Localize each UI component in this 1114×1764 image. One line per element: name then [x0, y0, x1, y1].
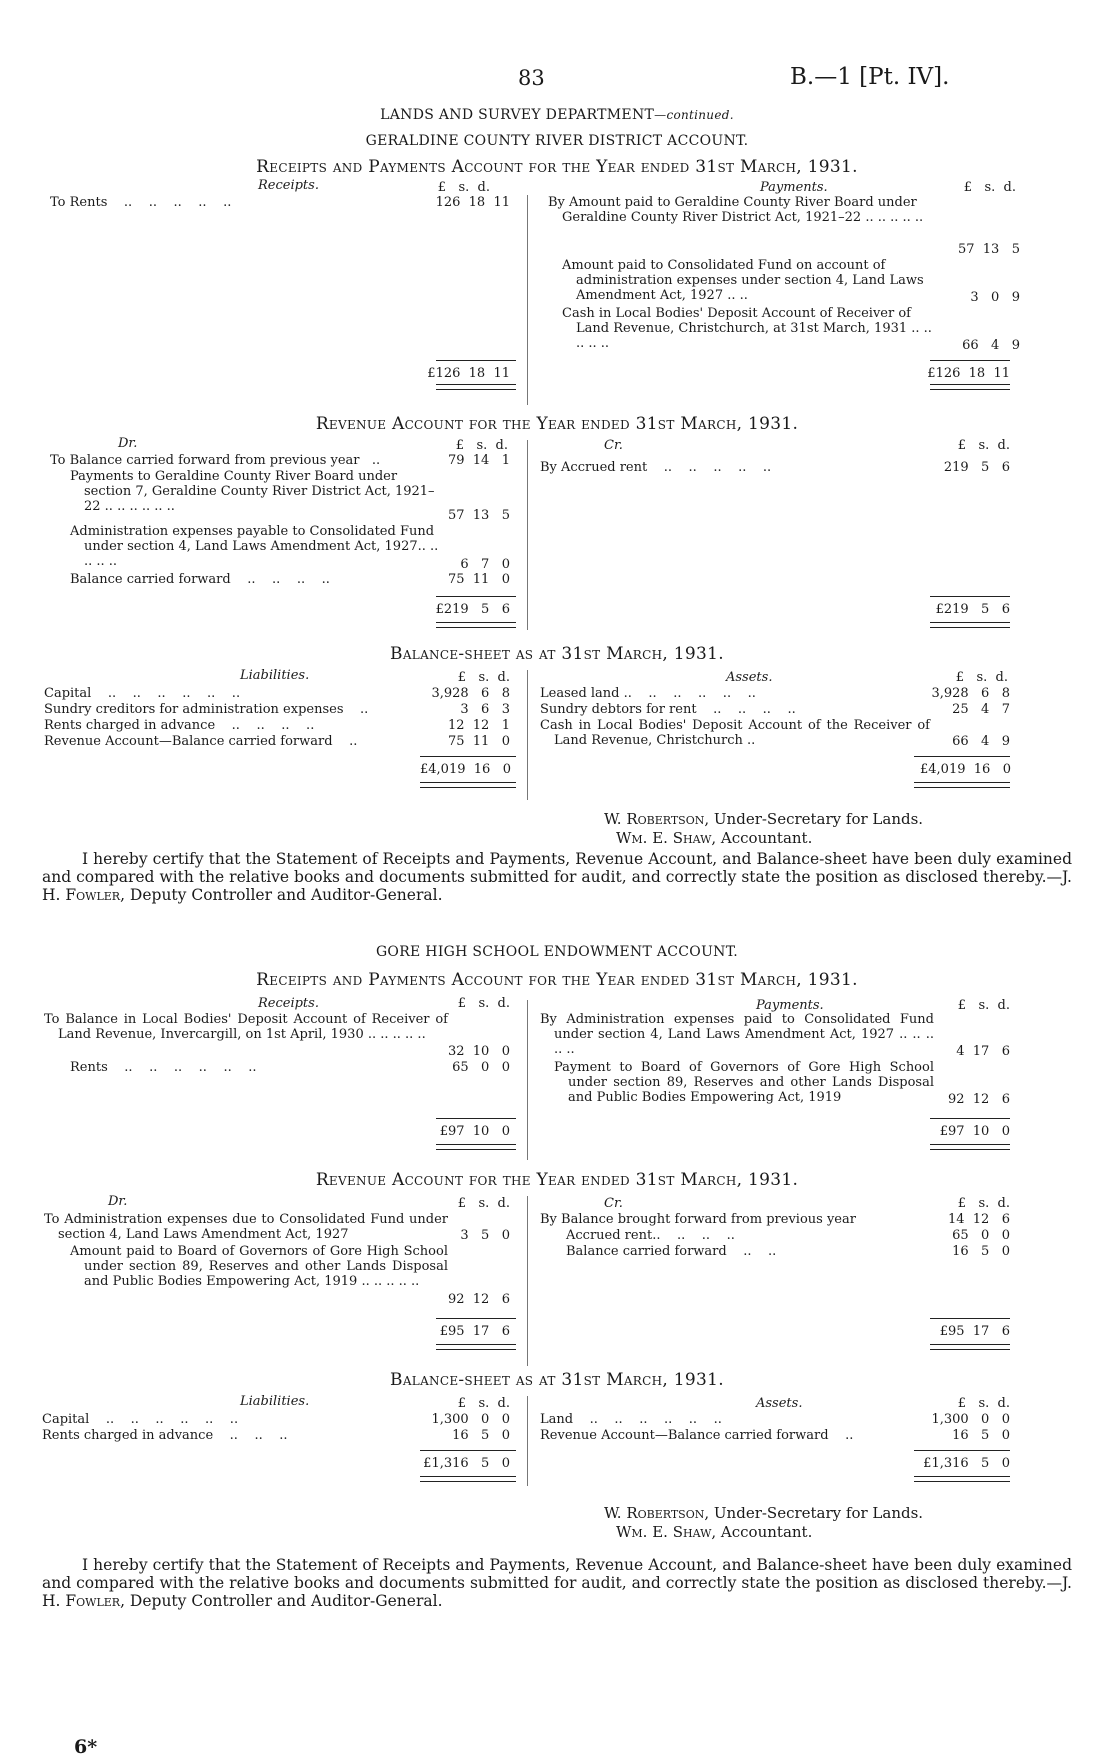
gore-receipt-amount: 32 10 0 [447, 1044, 510, 1059]
geraldine-assets-lsd: £ s. d. [955, 670, 1008, 685]
geraldine-dr-amount: 6 7 0 [460, 557, 510, 572]
gore-rev-total-right: £95 17 6 [939, 1324, 1010, 1339]
geraldine-account-title: GERALDINE COUNTY RIVER DISTRICT ACCOUNT. [365, 133, 749, 149]
geraldine-liab-row: Revenue Account—Balance carried forward .. [44, 734, 358, 749]
geraldine-payment-amount: 66 4 9 [962, 338, 1020, 353]
gore-cr-amount: 14 12 6 [947, 1212, 1010, 1227]
geraldine-bs-title: Balance-sheet as at 31st March, 1931. [390, 644, 724, 664]
geraldine-liab-amount: 75 11 0 [447, 734, 510, 749]
gore-rp-total-right: £97 10 0 [939, 1124, 1010, 1139]
geraldine-asset-row: Leased land .. .. .. .. .. .. [540, 686, 756, 701]
geraldine-signature: W. Robertson, Under-Secretary for Lands. Wm. E. Shaw, Accountant. [604, 810, 924, 847]
gore-liab-row: Rents charged in advance .. .. .. [42, 1428, 288, 1443]
geraldine-rp-total-right: £126 18 11 [927, 366, 1010, 381]
gore-revenue-title: Revenue Account for the Year ended 31st March, 1931. [315, 1170, 799, 1190]
geraldine-revenue-title: Revenue Account for the Year ended 31st March, 1931. [315, 414, 799, 434]
gore-payment-row: Payment to Board of Governors of Gore High School under section 89, Reserves and other Lands Disposal and Public Bodies Empowering Act, 1919 [554, 1060, 934, 1106]
geraldine-liab-label: Liabilities. [240, 668, 310, 683]
gore-certification: I hereby certify that the Statement of Receipts and Payments, Revenue Account, and Balance-sheet have been duly examined and compared with the relative books and documents submitted for audit, and correctly state the position as disclosed thereby.—J. H. Fowler, Deputy Controller and Auditor-General. [42, 1556, 1072, 1610]
gore-cr-label: Cr. [604, 1196, 623, 1211]
geraldine-asset-row: Cash in Local Bodies' Deposit Account of the Receiver of Land Revenue, Christchurch .. [540, 718, 930, 749]
geraldine-payments-label: Payments. [760, 180, 828, 195]
geraldine-liab-row: Capital .. .. .. .. .. .. [44, 686, 241, 701]
gore-rp-total-left: £97 10 0 [439, 1124, 510, 1139]
geraldine-dr-amount: 57 13 5 [447, 508, 510, 523]
signature-mark: 6* [74, 1736, 98, 1758]
geraldine-payments-lsd: £ s. d. [963, 180, 1016, 195]
geraldine-liab-row: Rents charged in advance .. .. .. .. [44, 718, 315, 733]
geraldine-cr-label: Cr. [604, 438, 623, 453]
geraldine-payment-amount: 57 13 5 [957, 242, 1020, 257]
geraldine-asset-amount: 3,928 6 8 [931, 686, 1010, 701]
geraldine-dr-amount: 75 11 0 [447, 572, 510, 587]
gore-asset-row: Land .. .. .. .. .. .. [540, 1412, 722, 1427]
gore-dr-label: Dr. [108, 1194, 128, 1209]
geraldine-assets-label: Assets. [726, 670, 773, 685]
geraldine-liab-row: Sundry creditors for administration expenses .. [44, 702, 369, 717]
gore-cr-lsd: £ s. d. [957, 1196, 1010, 1211]
geraldine-asset-row: Sundry debtors for rent .. .. .. .. [540, 702, 796, 717]
gore-receipt-amount: 65 0 0 [452, 1060, 510, 1075]
document-reference: B.—1 [Pt. IV]. [790, 64, 950, 90]
department-heading: LANDS AND SURVEY DEPARTMENT—continued. [380, 107, 734, 123]
gore-dr-amount: 92 12 6 [447, 1292, 510, 1307]
geraldine-dr-amount: 79 14 1 [447, 453, 510, 468]
geraldine-cr-lsd: £ s. d. [957, 438, 1010, 453]
geraldine-asset-amount: 25 4 7 [952, 702, 1010, 717]
gore-asset-amount: 1,300 0 0 [931, 1412, 1010, 1427]
geraldine-liab-amount: 3,928 6 8 [431, 686, 510, 701]
gore-cr-amount: 65 0 0 [952, 1228, 1010, 1243]
geraldine-liab-lsd: £ s. d. [457, 670, 510, 685]
gore-asset-amount: 16 5 0 [952, 1428, 1010, 1443]
gore-liab-row: Capital .. .. .. .. .. .. [42, 1412, 239, 1427]
gore-dr-amount: 3 5 0 [460, 1228, 510, 1243]
geraldine-asset-amount: 66 4 9 [952, 734, 1010, 749]
geraldine-dr-row: Balance carried forward .. .. .. .. [70, 572, 330, 587]
gore-cr-row: Balance carried forward .. .. [566, 1244, 777, 1259]
geraldine-dr-row: To Balance carried forward from previous year .. [50, 453, 381, 468]
gore-liab-label: Liabilities. [240, 1394, 310, 1409]
geraldine-receipts-label: Receipts. [258, 178, 319, 193]
gore-bs-total-left: £1,316 5 0 [423, 1456, 510, 1471]
gore-liab-lsd: £ s. d. [457, 1396, 510, 1411]
geraldine-dr-row: Administration expenses payable to Consolidated Fund under section 4, Land Laws Amendment Act, 1927.. .. .. .. .. [70, 524, 439, 570]
page-number: 83 [518, 66, 545, 90]
gore-signature: W. Robertson, Under-Secretary for Lands. Wm. E. Shaw, Accountant. [604, 1504, 924, 1541]
geraldine-receipt-row: To Rents .. .. .. .. .. [50, 195, 232, 210]
geraldine-payment-row: By Amount paid to Geraldine County River Board under Geraldine County River District Act, 1921–22 .. .. .. .. .. [548, 195, 924, 226]
gore-payment-amount: 4 17 6 [956, 1044, 1010, 1059]
geraldine-bs-total-left: £4,019 16 0 [420, 762, 511, 777]
geraldine-dr-row: Payments to Geraldine County River Board under section 7, Geraldine County River District Act, 1921–22 .. .. .. .. .. .. [70, 469, 435, 515]
gore-cr-row: By Balance brought forward from previous year [540, 1212, 856, 1227]
geraldine-dr-label: Dr. [118, 436, 138, 451]
geraldine-rev-total-left: £219 5 6 [435, 602, 510, 617]
geraldine-payment-row: Amount paid to Consolidated Fund on account of administration expenses under section 4, Land Laws Amendment Act, 1927 .. .. [562, 258, 924, 304]
gore-liab-amount: 16 5 0 [452, 1428, 510, 1443]
gore-cr-row: Accrued rent.. .. .. .. [566, 1228, 735, 1243]
geraldine-rev-total-right: £219 5 6 [935, 602, 1010, 617]
geraldine-payment-row: Cash in Local Bodies' Deposit Account of Receiver of Land Revenue, Christchurch, at 31st March, 1931 .. .. .. .. .. [562, 306, 932, 352]
gore-receipt-row: To Balance in Local Bodies' Deposit Account of Receiver of Land Revenue, Invercargill, on 1st April, 1930 .. .. .. .. .. [44, 1012, 448, 1043]
geraldine-rp-total-left: £126 18 11 [427, 366, 510, 381]
geraldine-cr-amount: 219 5 6 [943, 460, 1010, 475]
geraldine-rp-title: Receipts and Payments Account for the Year ended 31st March, 1931. [256, 157, 858, 177]
gore-payments-lsd: £ s. d. [957, 998, 1010, 1013]
gore-dr-lsd: £ s. d. [457, 1196, 510, 1211]
geraldine-payment-amount: 3 0 9 [970, 290, 1020, 305]
gore-account-title: GORE HIGH SCHOOL ENDOWMENT ACCOUNT. [375, 944, 739, 960]
gore-assets-label: Assets. [756, 1396, 803, 1411]
gore-receipt-row: Rents .. .. .. .. .. .. [70, 1060, 257, 1075]
gore-receipts-lsd: £ s. d. [457, 996, 510, 1011]
gore-asset-row: Revenue Account—Balance carried forward .. [540, 1428, 854, 1443]
gore-rev-total-left: £95 17 6 [439, 1324, 510, 1339]
geraldine-receipt-amount: 126 18 11 [435, 195, 510, 210]
geraldine-receipts-lsd: £ s. d. [437, 180, 490, 195]
gore-dr-row: Amount paid to Board of Governors of Gore High School under section 89, Reserves and other Lands Disposal and Public Bodies Empowering Act, 1919 .. .. .. .. .. [70, 1244, 448, 1290]
gore-dr-row: To Administration expenses due to Consolidated Fund under section 4, Land Laws Amendment Act, 1927 [44, 1212, 448, 1243]
gore-payment-amount: 92 12 6 [947, 1092, 1010, 1107]
gore-bs-title: Balance-sheet as at 31st March, 1931. [390, 1370, 724, 1390]
geraldine-cr-row: By Accrued rent .. .. .. .. .. [540, 460, 772, 475]
geraldine-certification: I hereby certify that the Statement of Receipts and Payments, Revenue Account, and Balance-sheet have been duly examined and compared with the relative books and documents submitted for audit, and correctly state the position as disclosed thereby.—J. H. Fowler, Deputy Controller and Auditor-General. [42, 850, 1072, 904]
geraldine-bs-total-right: £4,019 16 0 [920, 762, 1011, 777]
geraldine-liab-amount: 3 6 3 [460, 702, 510, 717]
gore-payments-label: Payments. [756, 998, 824, 1013]
gore-bs-total-right: £1,316 5 0 [923, 1456, 1010, 1471]
gore-receipts-label: Receipts. [258, 996, 319, 1011]
gore-assets-lsd: £ s. d. [957, 1396, 1010, 1411]
gore-cr-amount: 16 5 0 [952, 1244, 1010, 1259]
gore-liab-amount: 1,300 0 0 [431, 1412, 510, 1427]
geraldine-dr-lsd: £ s. d. [455, 438, 508, 453]
gore-payment-row: By Administration expenses paid to Consolidated Fund under section 4, Land Laws Amendment Act, 1927 .. .. .. .. .. [540, 1012, 934, 1058]
gore-rp-title: Receipts and Payments Account for the Year ended 31st March, 1931. [256, 970, 858, 990]
geraldine-liab-amount: 12 12 1 [447, 718, 510, 733]
